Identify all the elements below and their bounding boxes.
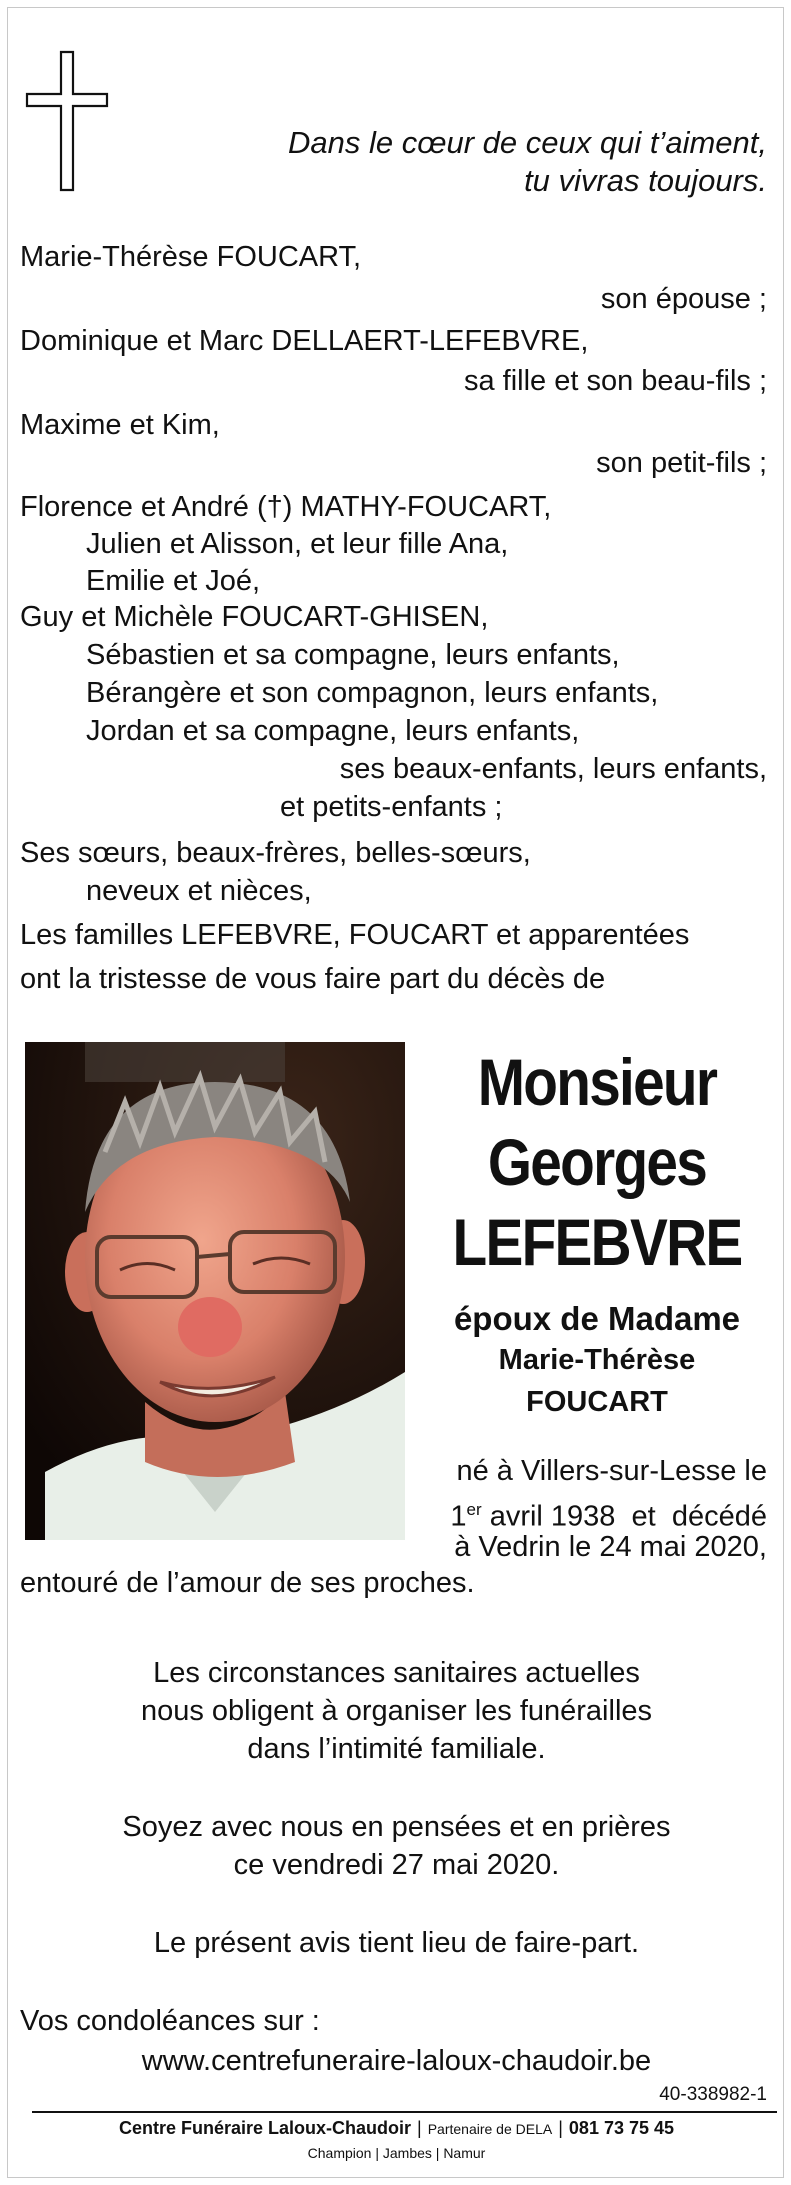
birth-day: 1 — [450, 1500, 467, 1533]
family-line-indented: Julien et Alisson, et leur fille Ana, — [86, 528, 509, 560]
phone-number: 081 73 75 45 — [568, 2118, 675, 2138]
condolences-url[interactable]: www.centrefuneraire-laloux-chaudoir.be — [141, 2045, 652, 2077]
family-line-indented: et petits-enfants ; — [280, 791, 503, 823]
deceased-title: Monsieur — [477, 1045, 717, 1119]
partner-text: Partenaire de DELA — [427, 2121, 553, 2137]
family-relation: son petit-fils ; — [596, 447, 767, 479]
deceased-first-name: Georges — [487, 1125, 707, 1199]
family-line: Marie-Thérèse FOUCART, — [20, 241, 362, 273]
notice-line: dans l’intimité familiale. — [247, 1733, 546, 1765]
notice-line: Le présent avis tient lieu de faire-part. — [153, 1927, 640, 1959]
birth-day-suffix: er — [466, 1500, 482, 1519]
footer-locations: Champion | Jambes | Namur — [307, 2145, 486, 2161]
epitaph-line-1: Dans le cœur de ceux qui t’aiment, — [288, 125, 767, 160]
obituary-notice — [7, 7, 784, 2178]
funeral-home-name: Centre Funéraire Laloux-Chaudoir — [118, 2118, 412, 2138]
spouse-line-1: époux de Madame — [453, 1300, 741, 1337]
spouse-line-3: FOUCART — [526, 1386, 668, 1418]
birth-date-rest: avril 1938 et décédé — [481, 1500, 767, 1533]
birth-line: né à Villers-sur-Lesse le — [456, 1455, 767, 1487]
announcement-line: ont la tristesse de vous faire part du décès de — [20, 963, 606, 995]
footer-company-line — [8, 2118, 785, 2139]
family-line-indented: neveux et nièces, — [86, 875, 312, 907]
separator: | — [558, 2118, 563, 2138]
condolences-label: Vos condoléances sur : — [20, 2005, 320, 2037]
family-line: Ses sœurs, beaux-frères, belles-sœurs, — [20, 837, 531, 869]
surrounded-line: entouré de l’amour de ses proches. — [20, 1567, 475, 1599]
notice-line: Soyez avec nous en pensées et en prières — [122, 1811, 671, 1843]
family-line-indented: Sébastien et sa compagne, leurs enfants, — [86, 639, 620, 671]
death-line: à Vedrin le 24 mai 2020, — [454, 1531, 767, 1563]
family-line-indented: Emilie et Joé, — [86, 565, 261, 597]
epitaph-line-2: tu vivras toujours. — [524, 163, 767, 198]
family-line: Les familles LEFEBVRE, FOUCART et apparentées — [20, 919, 690, 951]
cross-icon — [25, 50, 109, 192]
notice-line: ce vendredi 27 mai 2020. — [233, 1849, 560, 1881]
portrait-photo — [25, 1042, 405, 1540]
family-line: Maxime et Kim, — [20, 409, 220, 441]
family-line-indented: Jordan et sa compagne, leurs enfants, — [86, 715, 580, 747]
family-line: Guy et Michèle FOUCART-GHISEN, — [20, 601, 489, 633]
reference-number: 40-338982-1 — [659, 2084, 767, 2105]
separator: | — [417, 2118, 422, 2138]
notice-line: Les circonstances sanitaires actuelles — [153, 1657, 640, 1689]
family-relation: son épouse ; — [600, 283, 767, 315]
family-line: Dominique et Marc DELLAERT-LEFEBVRE, — [20, 325, 589, 357]
family-line-right: ses beaux-enfants, leurs enfants, — [339, 753, 767, 785]
birth-date-line — [450, 1493, 767, 1534]
deceased-last-name: LEFEBVRE — [452, 1205, 742, 1279]
notice-line: nous obligent à organiser les funérailles — [140, 1695, 653, 1727]
family-line-indented: Bérangère et son compagnon, leurs enfants, — [86, 677, 659, 709]
footer-divider — [32, 2111, 777, 2113]
epitaph — [207, 124, 767, 200]
family-line: Florence et André (†) MATHY-FOUCART, — [20, 491, 552, 523]
spouse-line-2: Marie-Thérèse — [498, 1344, 696, 1376]
family-relation: sa fille et son beau-fils ; — [463, 365, 767, 397]
